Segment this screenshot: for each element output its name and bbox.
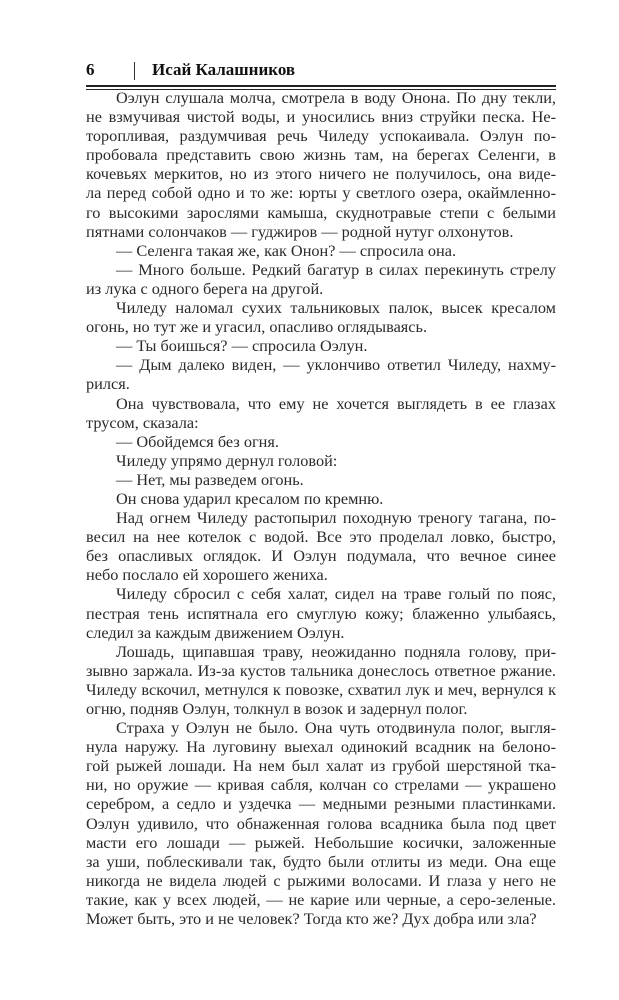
text-line: го высокими зарослями камыша, скуднотравые степи с белыми <box>86 202 556 222</box>
text-line: серебром, а седло и уздечка — медными резными пластинками. <box>86 794 556 814</box>
text-line: зывно заржала. Из-за кустов тальника донеслось ответное ржание. <box>86 660 556 680</box>
text-line: следил за каждым движением Оэлун. <box>86 622 345 642</box>
paragraph <box>86 718 556 928</box>
page-body-text <box>86 88 556 928</box>
text-line: без опасливых оглядок. И Оэлун подумала, что вечное синее <box>86 546 556 566</box>
text-line: кочевьях меркитов, но из этого ничего не получилось, она виде- <box>86 164 556 184</box>
text-line: ни, но оружие — кривая сабля, колчан со стрелами — украшено <box>86 775 556 795</box>
text-line: такие, как у всех людей, — не карие или черные, а серо-зеленые. <box>86 889 556 909</box>
text-line: нула наружу. На луговину выехал одинокий всадник на белоно- <box>86 737 556 757</box>
paragraph <box>86 508 556 584</box>
text-line: весил на нее котелок с водой. Все это проделал ловко, быстро, <box>86 527 556 547</box>
running-header <box>86 60 556 84</box>
author-name: Исай Калашников <box>152 60 296 79</box>
text-line: Чиледу упрямо дернул головой: <box>116 450 338 470</box>
text-line: рился. <box>86 374 130 394</box>
paragraph <box>86 642 556 718</box>
page-number: 6 <box>86 60 95 79</box>
text-line: гой рыжей лошади. На нем был халат из грубой шерстяной тка- <box>86 756 556 776</box>
text-line: огонь, но тут же и угасил, опасливо оглядываясь. <box>86 317 428 337</box>
header-separator <box>134 62 135 80</box>
text-line: никогда не видела людей с рыжими волосами. И глаза у него не <box>86 870 556 890</box>
text-line: пятнами солончаков — гуджиров — родной нутуг олхонутов. <box>86 221 514 241</box>
text-line: — Дым далеко виден, — уклончиво ответил Чиледу, нахму- <box>116 355 556 375</box>
text-line: Страха у Оэлун не было. Она чуть отодвинула полог, выгля- <box>116 718 556 738</box>
text-line: — Ты боишься? — спросила Оэлун. <box>116 336 368 356</box>
text-line: Лошадь, щипавшая траву, неожиданно подняла голову, при- <box>116 641 556 661</box>
text-line: — Обойдемся без огня. <box>116 431 279 451</box>
text-line: — Много больше. Редкий багатур в силах перекинуть стрелу <box>116 259 556 279</box>
paragraph <box>86 88 556 241</box>
text-line: — Селенга такая же, как Онон? — спросила она. <box>116 240 457 260</box>
text-line: пробовала представить свою жизнь там, на берегах Селенги, в <box>86 145 556 165</box>
paragraph <box>86 432 556 451</box>
text-line: из лука с одного берега на другой. <box>86 278 324 298</box>
text-line: — Нет, мы разведем огонь. <box>116 469 304 489</box>
text-line: за уши, поблескивали так, будто были отлиты из меди. Она еще <box>86 851 556 871</box>
paragraph <box>86 241 556 260</box>
text-line: Чиледу вскочил, метнулся к повозке, схватил лук и меч, вернулся к <box>86 679 556 699</box>
text-line: пестрая тень испятнала его смуглую кожу; блаженно улыбаясь, <box>86 603 556 623</box>
text-line: Он снова ударил кресалом по кремню. <box>116 488 384 508</box>
paragraph <box>86 394 556 432</box>
text-line: Она чувствовала, что ему не хочется выглядеть в ее глазах <box>116 393 556 413</box>
text-line: Оэлун удивило, что обнаженная голова всадника была под цвет <box>86 813 556 833</box>
text-line: Над огнем Чиледу растопырил походную треногу тагана, по- <box>116 508 556 528</box>
header-rule-thick <box>86 85 556 87</box>
paragraph <box>86 470 556 489</box>
text-line: Может быть, это и не человек? Тогда кто же? Дух добра или зла? <box>86 909 537 929</box>
text-line: масти его лошади — рыжей. Небольшие косички, заложенные <box>86 832 556 852</box>
text-line: огню, подняв Оэлун, толкнул в возок и задернул полог. <box>86 699 468 718</box>
text-line: торопливая, раздумчивая речь Чиледу успокаивала. Оэлун по- <box>86 126 556 146</box>
paragraph <box>86 584 556 641</box>
paragraph <box>86 336 556 355</box>
text-line: не взмучивая чистой воды, и уносились вниз струйки песка. Не- <box>86 107 556 127</box>
paragraph <box>86 489 556 508</box>
paragraph <box>86 355 556 393</box>
text-line: Чиледу наломал сухих тальниковых палок, высек кресалом <box>116 298 556 318</box>
text-line: Чиледу сбросил с себя халат, сидел на траве голый по пояс, <box>116 584 556 604</box>
text-line: небо послало ей хорошего жениха. <box>86 565 328 585</box>
text-line: трусом, сказала: <box>86 412 199 432</box>
paragraph <box>86 298 556 336</box>
paragraph <box>86 451 556 470</box>
text-line: ла перед собой одно и то же: юрты у светлого озера, окаймленно- <box>86 183 556 203</box>
paragraph <box>86 260 556 298</box>
text-line: Оэлун слушала молча, смотрела в воду Онона. По дну текли, <box>116 88 556 107</box>
